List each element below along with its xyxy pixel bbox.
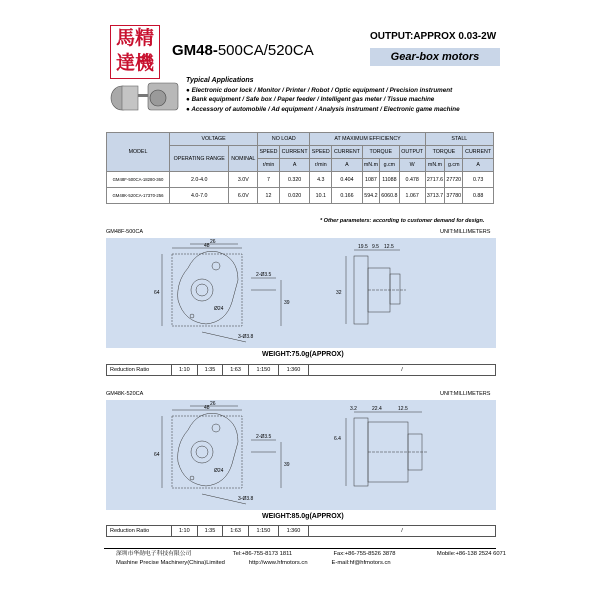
logo-line-1: 馬精 <box>115 27 154 49</box>
ratio-cell: 1:63 <box>223 365 249 376</box>
dim-label: 9.5 <box>372 244 379 250</box>
col-current: CURRENT <box>279 146 310 159</box>
email-link[interactable]: E-mail:hf@hfmotors.cn <box>331 560 391 566</box>
dim-label: 48 <box>204 405 210 411</box>
company-logo <box>110 25 160 79</box>
note: * Other parameters: according to customer demand for design. <box>320 218 485 224</box>
table-cell: GM48F-500CA-18280-360 <box>107 172 170 188</box>
ratio-table <box>106 525 496 537</box>
col-current: CURRENT <box>332 146 363 159</box>
tel: Tel:+86-755-8173 1811 <box>232 551 293 557</box>
table-cell: 6.0V <box>229 188 258 204</box>
ratio-cell: 1:63 <box>223 526 249 537</box>
table-cell: 2717.6 <box>425 172 445 188</box>
table-row <box>107 172 494 188</box>
application-item: ● Accessory of automobile / Ad equipment / Analysis instrument / Electronic game machine <box>186 105 460 113</box>
table-cell: 0.320 <box>279 172 310 188</box>
dim-label: Ø24 <box>214 306 224 312</box>
dim-label: 3-Ø3.8 <box>238 334 254 340</box>
table-cell: 7 <box>258 172 280 188</box>
dim-label: 12.5 <box>398 406 408 412</box>
table-cell: 12 <box>258 188 280 204</box>
dim-label: 3-Ø3.8 <box>238 496 254 502</box>
unit-cell: A <box>279 159 310 172</box>
ratio-label: Reduction Ratio <box>107 526 172 537</box>
applications <box>186 76 460 114</box>
table-row <box>107 526 496 537</box>
dim-label: 32 <box>336 290 342 296</box>
dim-label: 39 <box>284 300 290 306</box>
ratio-cell: 1:150 <box>248 365 278 376</box>
ratio-cell: 1:35 <box>197 526 223 537</box>
table-cell: 0.404 <box>332 172 363 188</box>
website-link[interactable]: http://www.hfmotors.cn <box>248 560 308 566</box>
table-cell: 4.0-7.0 <box>170 188 229 204</box>
table-cell: 37780 <box>445 188 463 204</box>
col-torque: TORQUE <box>362 146 399 159</box>
unit-cell: A <box>463 159 494 172</box>
ratio-cell: / <box>309 365 496 376</box>
unit-cell: g.cm <box>445 159 463 172</box>
model-sub: 500CA/520CA <box>217 42 314 59</box>
unit-cell: r/min <box>258 159 280 172</box>
table-cell: 594.2 <box>362 188 379 204</box>
dim-label: 19.5 <box>358 244 368 250</box>
table-cell: 0.478 <box>399 172 425 188</box>
ratio-cell: 1:150 <box>248 526 278 537</box>
dim-label: 2-Ø3.5 <box>256 272 272 278</box>
dim-label: 39 <box>284 462 290 468</box>
table-cell: 1.067 <box>399 188 425 204</box>
dim-label: 26 <box>210 239 216 245</box>
drawing-panel <box>106 238 496 348</box>
dim-label: 2-Ø3.5 <box>256 434 272 440</box>
footer-divider <box>104 548 496 549</box>
ratio-cell: 1:35 <box>197 365 223 376</box>
table-cell: 10.1 <box>310 188 332 204</box>
table-cell: 1087 <box>362 172 379 188</box>
weight-label: WEIGHT:75.0g(APPROX) <box>262 351 344 358</box>
col-output: OUTPUT <box>399 146 425 159</box>
col-nominal: NOMINAL <box>229 146 258 172</box>
table-cell: 0.166 <box>332 188 363 204</box>
dim-label: 64 <box>154 290 160 296</box>
unit-cell: W <box>399 159 425 172</box>
table-cell: 4.3 <box>310 172 332 188</box>
dim-label: 64 <box>154 452 160 458</box>
technical-drawing <box>106 400 496 510</box>
table-cell: 0.88 <box>463 188 494 204</box>
table-cell: GM48K-520CA-17370-256 <box>107 188 170 204</box>
ratio-cell: 1:360 <box>278 526 308 537</box>
drawing-title: GM48F-500CA <box>106 229 143 235</box>
unit-cell: mN.m <box>362 159 379 172</box>
dim-label: 12.5 <box>384 244 394 250</box>
motor-photo <box>108 80 180 112</box>
col-noload: NO LOAD <box>258 133 310 146</box>
fax: Fax:+86-755-8526 3878 <box>333 551 396 557</box>
footer <box>116 550 506 568</box>
col-torque: TORQUE <box>425 146 463 159</box>
unit-cell: r/min <box>310 159 332 172</box>
model-main: GM48- <box>172 42 218 59</box>
table-row <box>107 365 496 376</box>
dim-label: Ø24 <box>214 468 224 474</box>
ratio-cell: 1:10 <box>172 526 198 537</box>
col-maxeff: AT MAXIMUM EFFICIENCY <box>310 133 425 146</box>
weight-label: WEIGHT:85.0g(APPROX) <box>262 513 344 520</box>
table-cell: 0.73 <box>463 172 494 188</box>
applications-title: Typical Applications <box>186 77 254 84</box>
mobile: Mobile:+86-138 2524 6071 <box>436 551 506 557</box>
ratio-label: Reduction Ratio <box>107 365 172 376</box>
dim-label: 22.4 <box>372 406 382 412</box>
table-cell: 3713.7 <box>425 188 445 204</box>
unit-cell: g.cm <box>380 159 400 172</box>
logo-line-2: 達機 <box>115 52 154 74</box>
drawing-title: GM48K-520CA <box>106 391 144 397</box>
table-cell: 6060.8 <box>380 188 400 204</box>
col-speed: SPEED <box>258 146 280 159</box>
drawing-unit: UNIT:MILLIMETERS <box>440 229 491 235</box>
table-row <box>107 188 494 204</box>
table-cell: 11088 <box>380 172 400 188</box>
application-item: ● Bank equipment / Safe box / Paper feeder / Intelligent gas meter / Tissue machine <box>186 96 435 103</box>
company-cn: 深圳市华勋电子科技有限公司 <box>116 551 192 557</box>
col-stall: STALL <box>425 133 493 146</box>
ratio-table <box>106 364 496 376</box>
drawing-unit: UNIT:MILLIMETERS <box>440 391 491 397</box>
ratio-cell: 1:10 <box>172 365 198 376</box>
col-model: MODEL <box>107 133 170 172</box>
table-cell: 27720 <box>445 172 463 188</box>
col-speed: SPEED <box>310 146 332 159</box>
col-current: CURRENT <box>463 146 494 159</box>
col-oprange: OPERATING RANGE <box>170 146 229 172</box>
table-cell: 2.0-4.0 <box>170 172 229 188</box>
table-cell: 3.0V <box>229 172 258 188</box>
ratio-cell: / <box>309 526 496 537</box>
dim-label: 48 <box>204 243 210 249</box>
output-rating: OUTPUT:APPROX 0.03-2W <box>370 31 497 42</box>
drawing-panel <box>106 400 496 510</box>
ratio-cell: 1:360 <box>278 365 308 376</box>
company-en: Mashine Precise Machinery(China)Limited <box>116 560 225 566</box>
unit-cell: mN.m <box>425 159 445 172</box>
unit-cell: A <box>332 159 363 172</box>
dim-label: 26 <box>210 401 216 407</box>
spec-table <box>106 132 494 204</box>
model-title <box>172 42 314 59</box>
dim-label: 6.4 <box>334 436 341 442</box>
table-cell: 0.020 <box>279 188 310 204</box>
dim-label: 3.2 <box>350 406 357 412</box>
application-item: ● Electronic door lock / Monitor / Printer / Robot / Optic equipment / Precision instrument <box>186 86 453 94</box>
technical-drawing <box>106 238 496 348</box>
category-banner: Gear-box motors <box>370 48 500 66</box>
col-voltage: VOLTAGE <box>170 133 258 146</box>
